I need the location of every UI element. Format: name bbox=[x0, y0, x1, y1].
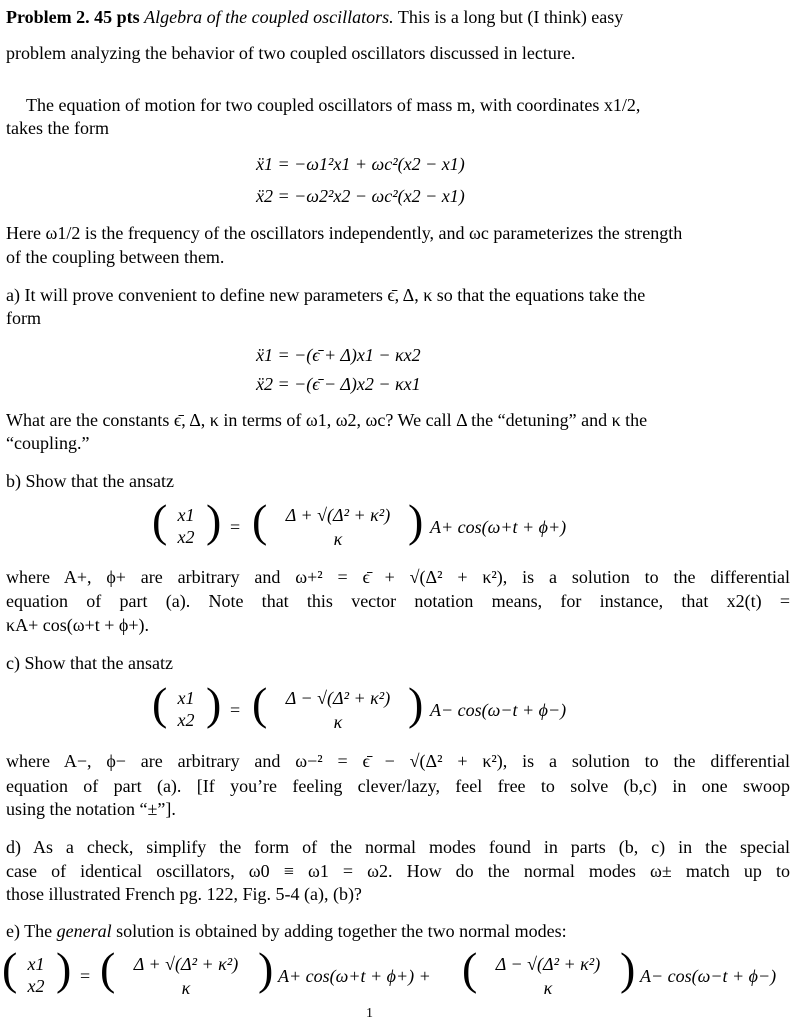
problem-points: 45 pts bbox=[94, 7, 140, 27]
equals-sign: = bbox=[230, 700, 241, 720]
coefficient-plus-top: Δ + √(Δ² + κ²) bbox=[133, 954, 239, 974]
amplitude-term: A+ cos(ω+t + ϕ+) bbox=[430, 517, 567, 537]
part-c-line1: c) Show that the ansatz bbox=[6, 653, 173, 673]
para2-line1: Here ω1/2 is the frequency of the oscillators independently, and ωc parameterizes the strength bbox=[6, 223, 683, 243]
vector-x2: x2 bbox=[27, 976, 45, 996]
part-d-line1: d) As a check, simplify the form of the normal modes found in parts (b, c) in the special bbox=[6, 837, 790, 857]
paren-left: ( bbox=[152, 495, 168, 546]
para2-line2: of the coupling between them. bbox=[6, 247, 225, 267]
coefficient-bottom: κ bbox=[333, 712, 343, 732]
part-c-where-line3: using the notation “±”]. bbox=[6, 799, 176, 819]
paren-right: ) bbox=[620, 943, 636, 994]
part-b-where-line3: κA+ cos(ω+t + ϕ+). bbox=[6, 615, 149, 635]
part-e-prefix: e) The bbox=[6, 921, 53, 941]
part-c-where-line1: where A−, ϕ− are arbitrary and ω−² = ϵ̄ − √(Δ² + κ²), is a solution to the differential bbox=[6, 751, 790, 771]
vector-x1: x1 bbox=[177, 688, 195, 708]
part-a-question-line1: What are the constants ϵ̄, Δ, κ in terms of ω1, ω2, ωc? We call Δ the “detuning” and κ the bbox=[6, 410, 648, 430]
eq1-row1: ẍ1 = −ω1²x1 + ωc²(x2 − x1) bbox=[256, 154, 465, 174]
paren-right: ) bbox=[258, 943, 274, 994]
coefficient-plus-bottom: κ bbox=[181, 978, 191, 998]
eq1-row2: ẍ2 = −ω2²x2 − ωc²(x2 − x1) bbox=[256, 186, 465, 206]
paren-left: ( bbox=[462, 943, 478, 994]
part-a-line1: a) It will prove convenient to define new parameters ϵ̄, Δ, κ so that the equations take the bbox=[6, 285, 646, 305]
part-b-where-line1: where A+, ϕ+ are arbitrary and ω+² = ϵ̄ + √(Δ² + κ²), is a solution to the differential bbox=[6, 567, 790, 587]
amplitude-minus-term: A− cos(ω−t + ϕ−) bbox=[640, 966, 777, 986]
equals-sign: = bbox=[230, 517, 241, 537]
vector-x1: x1 bbox=[27, 954, 45, 974]
paren-left: ( bbox=[2, 943, 18, 994]
problem-title: Algebra of the coupled oscillators. bbox=[144, 7, 394, 27]
intro-line-2: problem analyzing the behavior of two coupled oscillators discussed in lecture. bbox=[6, 43, 576, 63]
part-a-eq-row1: ẍ1 = −(ϵ̄ + Δ)x1 − κx2 bbox=[256, 345, 421, 365]
part-d-line2: case of identical oscillators, ω0 ≡ ω1 = ω2. How do the normal modes ω± match up to bbox=[6, 861, 790, 881]
paren-right: ) bbox=[408, 495, 424, 546]
part-b-where-line2: equation of part (a). Note that this vector notation means, for instance, that x2(t) = bbox=[6, 591, 790, 611]
coefficient-bottom: κ bbox=[333, 529, 343, 549]
coefficient-minus-bottom: κ bbox=[543, 978, 553, 998]
amplitude-term: A− cos(ω−t + ϕ−) bbox=[430, 700, 567, 720]
paren-right: ) bbox=[206, 678, 222, 729]
part-a-eq-row2: ẍ2 = −(ϵ̄ − Δ)x2 − κx1 bbox=[256, 374, 421, 394]
equals-sign: = bbox=[80, 966, 91, 986]
page-number: 1 bbox=[366, 1006, 373, 1021]
vector-x2: x2 bbox=[177, 710, 195, 730]
paren-right: ) bbox=[56, 943, 72, 994]
problem-label: Problem 2. bbox=[6, 7, 90, 27]
paren-left: ( bbox=[152, 678, 168, 729]
part-b-line1: b) Show that the ansatz bbox=[6, 471, 174, 491]
paren-left: ( bbox=[100, 943, 116, 994]
part-d-line3: those illustrated French pg. 122, Fig. 5-4 (a), (b)? bbox=[6, 884, 362, 904]
part-e-general: general bbox=[56, 921, 112, 941]
part-a-question-line2: “coupling.” bbox=[6, 433, 90, 453]
intro-text: This is a long but (I think) easy bbox=[397, 7, 624, 27]
paren-right: ) bbox=[206, 495, 222, 546]
coefficient-top: Δ − √(Δ² + κ²) bbox=[285, 688, 391, 708]
document-page bbox=[2, 0, 796, 1024]
amplitude-plus-term: A+ cos(ω+t + ϕ+) + bbox=[278, 966, 431, 986]
vector-x2: x2 bbox=[177, 527, 195, 547]
problem-header bbox=[6, 6, 623, 28]
part-a-line2: form bbox=[6, 308, 41, 328]
vector-x1: x1 bbox=[177, 505, 195, 525]
part-e-line1 bbox=[6, 920, 567, 942]
para1-line1: The equation of motion for two coupled oscillators of mass m, with coordinates x1/2, bbox=[26, 95, 641, 115]
paren-left: ( bbox=[252, 678, 268, 729]
part-c-where-line2: equation of part (a). [If you’re feeling clever/lazy, feel free to solve (b,c) in one swoop bbox=[6, 776, 790, 796]
paren-left: ( bbox=[252, 495, 268, 546]
paren-right: ) bbox=[408, 678, 424, 729]
part-e-suffix: solution is obtained by adding together the two normal modes: bbox=[116, 921, 567, 941]
para1-line2: takes the form bbox=[6, 118, 109, 138]
coefficient-minus-top: Δ − √(Δ² + κ²) bbox=[495, 954, 601, 974]
coefficient-top: Δ + √(Δ² + κ²) bbox=[285, 505, 391, 525]
